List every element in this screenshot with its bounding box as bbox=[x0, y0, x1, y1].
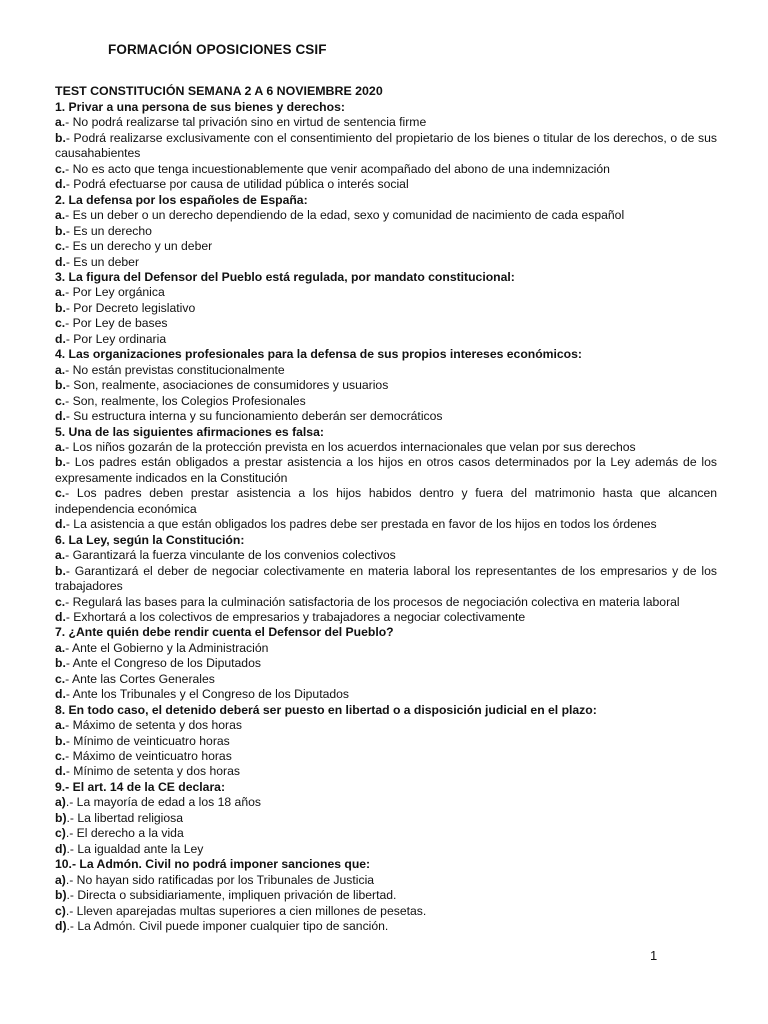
option-letter: a. bbox=[55, 285, 66, 300]
page-number: 1 bbox=[650, 948, 658, 963]
answer-option bbox=[55, 224, 717, 239]
answer-option bbox=[55, 115, 717, 130]
option-letter: a. bbox=[55, 718, 66, 733]
option-text: - Podrá efectuarse por causa de utilidad pública o interés social bbox=[65, 177, 409, 192]
option-letter: c. bbox=[55, 594, 66, 609]
answer-option bbox=[55, 888, 717, 903]
answer-option bbox=[55, 177, 717, 192]
option-letter: c) bbox=[55, 826, 66, 841]
option-letter: d) bbox=[55, 919, 67, 934]
question-title: 2. La defensa por los españoles de España: bbox=[55, 192, 308, 207]
question-title: 1. Privar a una persona de sus bienes y derechos: bbox=[55, 100, 345, 114]
answer-option bbox=[55, 811, 717, 826]
option-text: .- Lleven aparejadas multas superiores a cien millones de pesetas. bbox=[65, 903, 427, 918]
question-title: 10.- La Admón. Civil no podrá imponer sanciones que: bbox=[55, 857, 371, 872]
answer-option bbox=[55, 826, 717, 841]
answer-option bbox=[55, 363, 717, 378]
option-letter: b. bbox=[55, 455, 66, 470]
answer-option bbox=[55, 919, 717, 934]
answer-option bbox=[55, 394, 717, 409]
option-letter: a. bbox=[55, 115, 66, 130]
option-text: - Regulará las bases para la culminación satisfactoria de los procesos de negociación colectiva en materia laboral bbox=[65, 594, 680, 609]
question-title: 3. La figura del Defensor del Pueblo está regulada, por mandato constitucional: bbox=[55, 269, 515, 284]
option-text: - Es un deber bbox=[65, 254, 140, 269]
option-text: .- Directa o subsidiariamente, impliquen privación de libertad. bbox=[66, 888, 397, 903]
option-letter: c. bbox=[55, 161, 66, 176]
option-letter: d. bbox=[55, 517, 66, 532]
option-letter: c. bbox=[55, 316, 66, 331]
option-text: - Por Ley de bases bbox=[65, 316, 168, 331]
option-text: - No están previstas constitucionalmente bbox=[65, 362, 285, 377]
document-header: FORMACIÓN OPOSICIONES CSIF bbox=[108, 42, 327, 57]
option-letter: c) bbox=[55, 903, 66, 918]
questions-list bbox=[55, 100, 717, 934]
option-letter: c. bbox=[55, 393, 66, 408]
option-text: - Por Ley ordinaria bbox=[65, 331, 167, 346]
answer-option bbox=[55, 795, 717, 810]
option-text: .- No hayan sido ratificadas por los Tribunales de Justicia bbox=[65, 872, 375, 887]
answer-option bbox=[55, 718, 717, 733]
option-text: - Máximo de setenta y dos horas bbox=[65, 718, 242, 733]
option-text: - La asistencia a que están obligados los padres debe ser prestada en favor de los hijos en todos los órdenes bbox=[65, 517, 657, 532]
option-text: - Ante los Tribunales y el Congreso de los Diputados bbox=[65, 687, 350, 702]
answer-option bbox=[55, 332, 717, 347]
answer-option bbox=[55, 378, 717, 393]
option-text: - Su estructura interna y su funcionamiento deberán ser democráticos bbox=[65, 409, 443, 424]
option-text: - Es un derecho bbox=[65, 223, 152, 238]
answer-option bbox=[55, 285, 717, 300]
option-text: - Mínimo de setenta y dos horas bbox=[65, 764, 240, 779]
answer-option bbox=[55, 548, 717, 563]
option-text: - Los niños gozarán de la protección prevista en los acuerdos internacionales que velan por sus derechos bbox=[65, 439, 636, 454]
option-text: .- La igualdad ante la Ley bbox=[66, 841, 204, 856]
question-title: 6. La Ley, según la Constitución: bbox=[55, 532, 245, 547]
option-letter: b. bbox=[55, 656, 66, 671]
answer-option bbox=[55, 131, 717, 162]
answer-option bbox=[55, 255, 717, 270]
question-title: 9.- El art. 14 de la CE declara: bbox=[55, 779, 226, 794]
option-letter: d) bbox=[55, 841, 67, 856]
option-text: - Son, realmente, los Colegios Profesionales bbox=[65, 393, 306, 408]
option-letter: b) bbox=[55, 810, 67, 825]
answer-option bbox=[55, 764, 717, 779]
option-letter: d. bbox=[55, 764, 66, 779]
answer-option bbox=[55, 162, 717, 177]
option-text: - No es acto que tenga incuestionablemente que venir acompañado del abono de una indemnización bbox=[65, 161, 610, 176]
option-text: .- La mayoría de edad a los 18 años bbox=[65, 795, 261, 810]
answer-option bbox=[55, 595, 717, 610]
option-letter: a) bbox=[55, 872, 66, 887]
question-title: 8. En todo caso, el detenido deberá ser puesto en libertad o a disposición judicial en el plazo: bbox=[55, 702, 597, 717]
answer-option bbox=[55, 749, 717, 764]
option-letter: d. bbox=[55, 409, 66, 424]
option-text: - Ante el Congreso de los Diputados bbox=[65, 656, 261, 671]
option-text: .- El derecho a la vida bbox=[65, 826, 184, 841]
option-text: .- La libertad religiosa bbox=[66, 810, 184, 825]
option-letter: c. bbox=[55, 239, 66, 254]
option-letter: c. bbox=[55, 749, 66, 764]
answer-option bbox=[55, 239, 717, 254]
answer-option bbox=[55, 409, 717, 424]
option-letter: b. bbox=[55, 130, 66, 145]
question-title: 4. Las organizaciones profesionales para la defensa de sus propios intereses económicos: bbox=[55, 347, 582, 362]
test-title: TEST CONSTITUCIÓN SEMANA 2 A 6 NOVIEMBRE 2020 bbox=[55, 84, 383, 98]
option-text: - Ante el Gobierno y la Administración bbox=[65, 640, 269, 655]
answer-option bbox=[55, 455, 717, 486]
answer-option bbox=[55, 904, 717, 919]
option-text: - Mínimo de veinticuatro horas bbox=[65, 733, 230, 748]
option-text: - Son, realmente, asociaciones de consumidores y usuarios bbox=[65, 378, 389, 393]
option-text: - No podrá realizarse tal privación sino en virtud de sentencia firme bbox=[65, 115, 427, 130]
option-text: - Exhortará a los colectivos de empresarios y trabajadores a negociar colectivamente bbox=[65, 609, 526, 624]
option-letter: b. bbox=[55, 223, 66, 238]
answer-option bbox=[55, 564, 717, 595]
option-letter: d. bbox=[55, 177, 66, 192]
option-text: - Máximo de veinticuatro horas bbox=[65, 749, 232, 764]
option-text: - Garantizará la fuerza vinculante de los convenios colectivos bbox=[65, 548, 396, 563]
option-letter: d. bbox=[55, 687, 66, 702]
option-letter: c. bbox=[55, 671, 66, 686]
option-letter: d. bbox=[55, 254, 66, 269]
answer-option bbox=[55, 440, 717, 455]
option-letter: b. bbox=[55, 563, 66, 578]
answer-option bbox=[55, 873, 717, 888]
option-letter: b) bbox=[55, 888, 67, 903]
answer-option bbox=[55, 610, 717, 625]
option-letter: c. bbox=[55, 486, 66, 501]
answer-option bbox=[55, 842, 717, 857]
option-text: - Podrá realizarse exclusivamente con el consentimiento del propietario de los bienes o titular de los derechos, o de sus causahabientes bbox=[55, 130, 717, 161]
option-letter: a. bbox=[55, 208, 66, 223]
option-text: - Garantizará el deber de negociar colectivamente en materia laboral los representantes de los empresarios y de los trabajadores bbox=[55, 563, 717, 594]
option-letter: a. bbox=[55, 548, 66, 563]
answer-option bbox=[55, 656, 717, 671]
answer-option bbox=[55, 641, 717, 656]
answer-option bbox=[55, 301, 717, 316]
option-letter: a. bbox=[55, 640, 66, 655]
option-text: - Los padres deben prestar asistencia a los hijos habidos dentro y fuera del matrimonio hasta que alcancen independencia económica bbox=[55, 486, 717, 516]
answer-option bbox=[55, 316, 717, 331]
answer-option bbox=[55, 672, 717, 687]
option-letter: d. bbox=[55, 609, 66, 624]
option-letter: a. bbox=[55, 362, 66, 377]
option-text: - Por Ley orgánica bbox=[65, 285, 165, 300]
option-letter: a) bbox=[55, 795, 66, 810]
answer-option bbox=[55, 517, 717, 532]
answer-option bbox=[55, 208, 717, 223]
question-title: 5. Una de las siguientes afirmaciones es falsa: bbox=[55, 424, 324, 439]
answer-option bbox=[55, 687, 717, 702]
option-letter: d. bbox=[55, 331, 66, 346]
option-text: - Por Decreto legislativo bbox=[65, 300, 196, 315]
option-letter: b. bbox=[55, 378, 66, 393]
question-title: 7. ¿Ante quién debe rendir cuenta el Defensor del Pueblo? bbox=[55, 625, 394, 640]
option-letter: b. bbox=[55, 300, 66, 315]
option-letter: a. bbox=[55, 439, 66, 454]
option-text: .- La Admón. Civil puede imponer cualquier tipo de sanción. bbox=[66, 919, 389, 934]
answer-option bbox=[55, 486, 717, 517]
option-text: - Los padres están obligados a prestar asistencia a los hijos en otros casos determinados por la Ley además de los expresamente indicados en la Constitución bbox=[55, 455, 717, 485]
option-text: - Es un derecho y un deber bbox=[65, 239, 213, 254]
option-letter: b. bbox=[55, 733, 66, 748]
option-text: - Ante las Cortes Generales bbox=[65, 671, 215, 686]
answer-option bbox=[55, 734, 717, 749]
option-text: - Es un deber o un derecho dependiendo de la edad, sexo y comunidad de nacimiento de cada español bbox=[65, 208, 625, 223]
